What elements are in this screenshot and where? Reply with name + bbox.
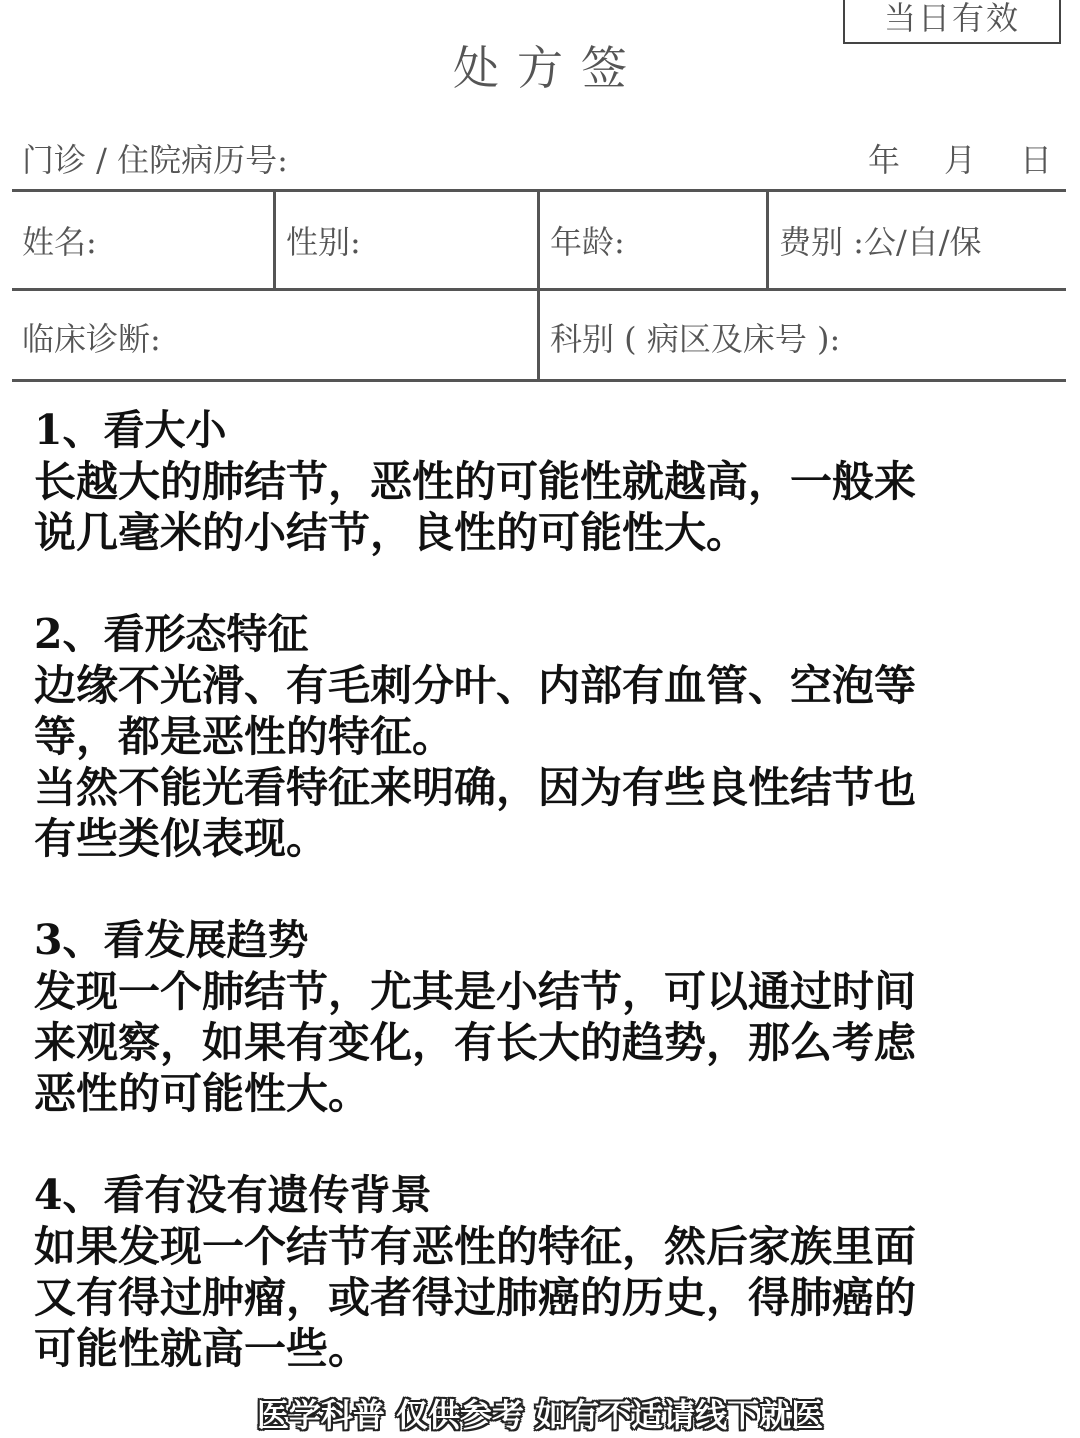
section-line: 恶性的可能性大。 — [34, 1069, 371, 1118]
section-heredity — [34, 1170, 1034, 1374]
section-line: 可能性就高一些。 — [34, 1324, 371, 1373]
validity-badge: 当日有效 — [843, 0, 1061, 44]
gender-field: 性别: — [276, 192, 540, 288]
section-heading: 4、看有没有遗传背景 — [34, 1171, 432, 1219]
disclaimer-caption: 医学科普 仅供参考 如有不适请线下就医 — [256, 1396, 824, 1434]
section-line: 边缘不光滑、有毛刺分叶、内部有血管、空泡等 — [34, 661, 917, 710]
date-fields — [868, 135, 1060, 181]
record-number-label: 门诊 / 住院病历号: — [22, 141, 288, 179]
record-header — [22, 136, 1060, 180]
section-line: 来观察，如果有变化，有长大的趋势，那么考虑 — [34, 1018, 917, 1067]
section-morphology — [34, 609, 1034, 864]
section-trend — [34, 915, 1034, 1119]
section-line: 说几毫米的小结节，良性的可能性大。 — [34, 508, 749, 557]
month-label: 月 — [943, 141, 976, 179]
section-heading: 3、看发展趋势 — [34, 916, 309, 964]
name-field: 姓名: — [12, 192, 276, 288]
section-line: 又有得过肿瘤，或者得过肺癌的历史，得肺癌的 — [34, 1273, 917, 1322]
section-line: 如果发现一个结节有恶性的特征，然后家族里面 — [34, 1222, 917, 1271]
patient-info-table — [12, 189, 1066, 382]
article-body — [34, 405, 1034, 1425]
fee-type-field: 费别 :公/自/保 — [779, 223, 982, 261]
section-line: 等，都是恶性的特征。 — [34, 712, 455, 761]
diagnosis-row — [12, 291, 1066, 382]
section-line: 长越大的肺结节，恶性的可能性就越高，一般来 — [34, 457, 917, 506]
year-label: 年 — [867, 141, 900, 179]
section-line: 发现一个肺结节，尤其是小结节，可以通过时间 — [34, 967, 917, 1016]
section-heading: 1、看大小 — [34, 406, 227, 454]
patient-info-row — [12, 192, 1066, 291]
page-title: 处方签 — [453, 41, 645, 95]
department-field: 科别 ( 病区及床号 ): — [550, 319, 841, 358]
day-label: 日 — [1019, 141, 1052, 179]
diagnosis-field: 临床诊断: — [12, 291, 540, 382]
section-size — [34, 405, 1034, 558]
section-line: 当然不能光看特征来明确，因为有些良性结节也 — [34, 763, 917, 812]
section-line: 有些类似表现。 — [34, 814, 329, 863]
section-heading: 2、看形态特征 — [34, 610, 309, 658]
age-field: 年龄: — [540, 192, 769, 288]
